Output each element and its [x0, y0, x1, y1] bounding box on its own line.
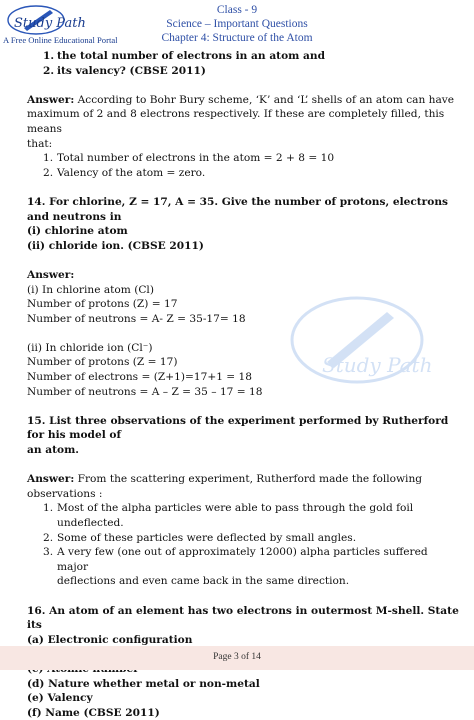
question-16-part: (d) Nature whether metal or non-metal: [27, 677, 260, 690]
question-14-part: (ii) chloride ion. (CBSE 2011): [27, 239, 204, 252]
answer-15: Answer: From the scattering experiment, Rutherford made the following observations :: [27, 473, 423, 500]
answer-14-line: Number of protons (Z = 17): [27, 356, 178, 369]
page-header: [0, 3, 474, 45]
answer-14-line: (i) In chlorine atom (Cl): [27, 283, 154, 296]
class-line: Class - 9: [216, 4, 258, 16]
page-footer: [0, 646, 474, 670]
question-15-line: an atom.: [27, 444, 79, 457]
chapter-line: Chapter 4: Structure of the Atom: [161, 32, 313, 44]
document-body: [27, 49, 459, 720]
list-item: 1. Total number of electrons in the atom = 2 + 8 = 10: [43, 152, 335, 165]
list-item: 1. Most of the alpha particles were able to pass through the gold foil undeflected.: [43, 502, 414, 529]
answer-14-label: Answer:: [27, 268, 75, 281]
list-item: 2. Some of these particles were deflected by small angles.: [43, 531, 357, 544]
answer-14-line: Number of electrons = (Z+1)=17+1 = 18: [27, 371, 253, 384]
list-item: 1. the total number of electrons in an atom and: [43, 50, 326, 62]
brand-tagline: A Free Online Educational Portal: [3, 35, 118, 45]
answer-14-line: Number of protons (Z) = 17: [27, 298, 178, 311]
question-15: 15. List three observations of the experiment performed by Rutherford for his model of: [27, 414, 449, 442]
svg-text:Study Path: Study Path: [322, 353, 432, 377]
answer-13-line: maximum of 2 and 8 electrons respectively. If these are completely filled, this means: [27, 108, 445, 135]
question-14-part: (i) chlorine atom: [27, 225, 128, 238]
question-16-part: (e) Valency: [27, 692, 93, 705]
question-14: 14. For chlorine, Z = 17, A = 35. Give the number of protons, electrons and neutrons in: [27, 195, 448, 223]
question-16-part: (f) Name (CBSE 2011): [27, 706, 160, 719]
answer-14-line: (ii) In chloride ion (Cl⁻): [27, 341, 153, 354]
answer-14-line: Number of neutrons = A – Z = 35 – 17 = 18: [27, 385, 263, 398]
page-number: Page 3 of 14: [213, 652, 261, 662]
answer-14-line: Number of neutrons = A- Z = 35-17= 18: [27, 312, 246, 325]
list-item: 2. its valency? (CBSE 2011): [43, 64, 206, 77]
answer-13: Answer: According to Bohr Bury scheme, ‘K’ and ‘L’ shells of an atom can have: [27, 93, 455, 106]
list-item: 3. A very few (one out of approximately 12000) alpha particles suffered major deflections and even came back in the same direction.: [43, 546, 428, 588]
answer-13-line: that:: [27, 137, 53, 150]
question-16-part: (a) Electronic configuration: [27, 633, 193, 646]
list-item: 2. Valency of the atom = zero.: [43, 166, 206, 179]
svg-text:Study Path: Study Path: [14, 16, 86, 31]
question-16: 16. An atom of an element has two electrons in outermost M-shell. State its: [27, 604, 459, 632]
subject-line: Science – Important Questions: [166, 18, 308, 30]
